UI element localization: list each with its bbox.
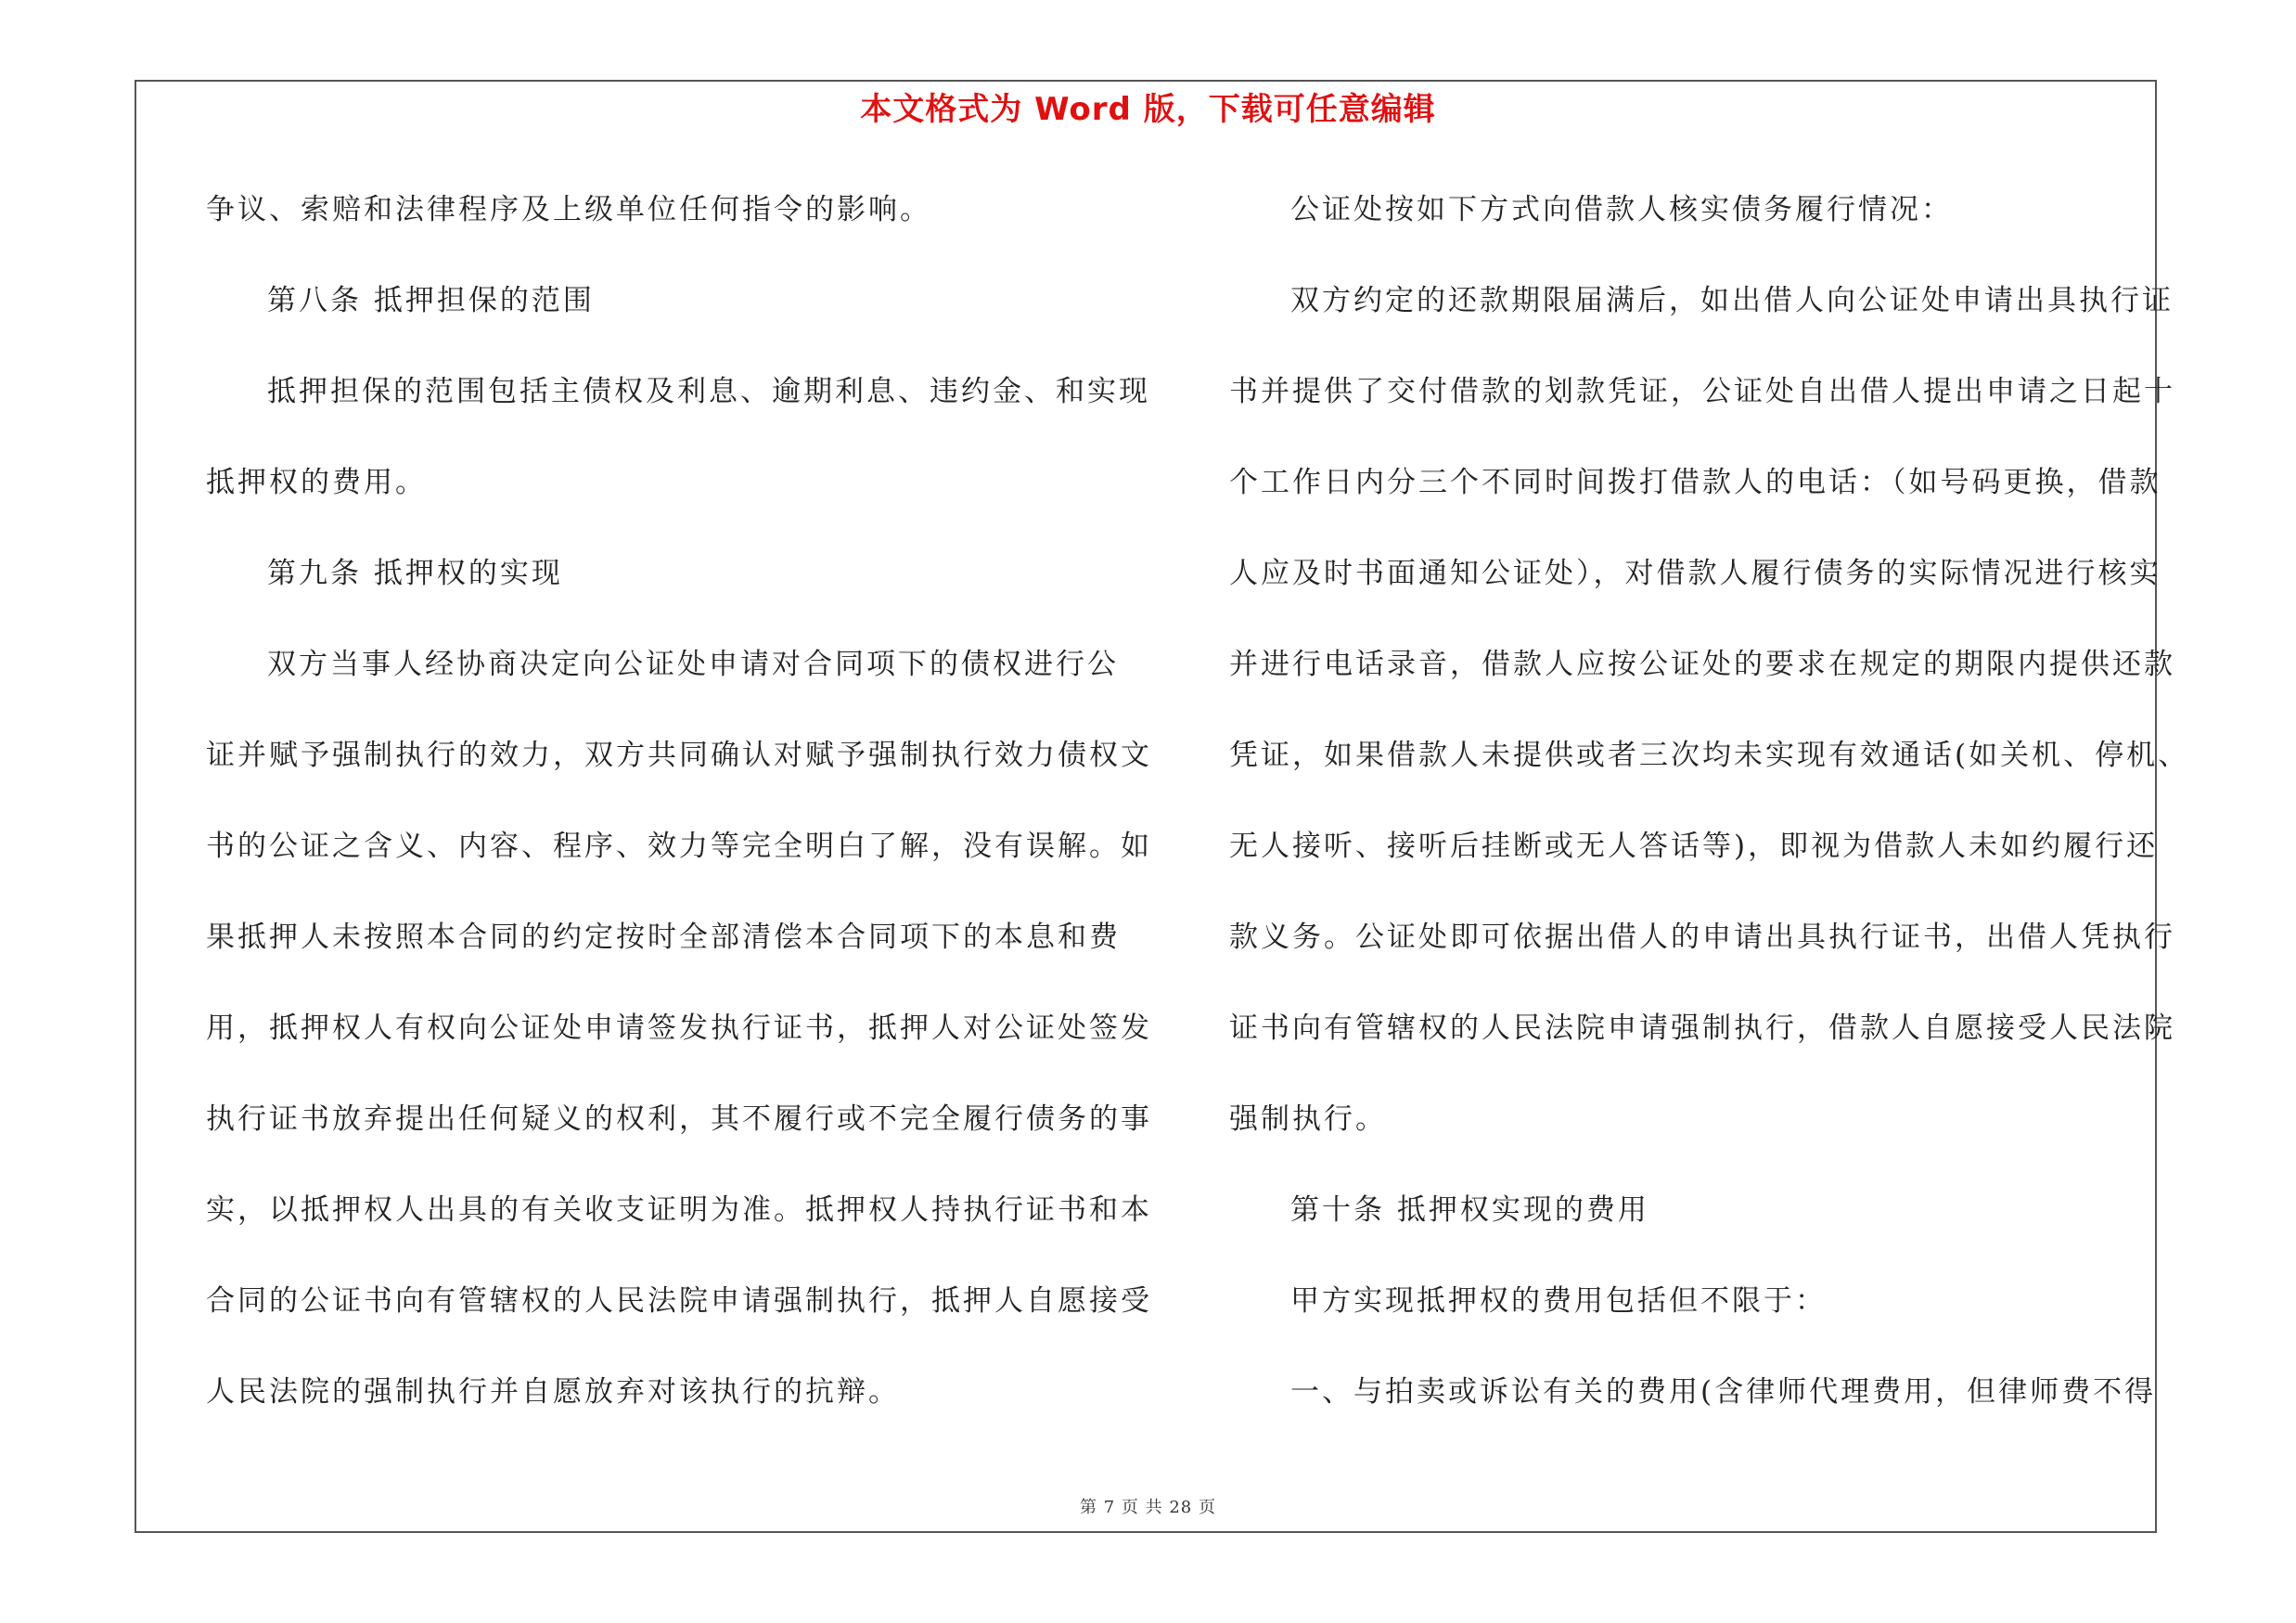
text-line: 第十条 抵押权实现的费用: [1290, 1193, 1649, 1227]
text-line: 合同的公证书向有管辖权的人民法院申请强制执行，抵押人自愿接受: [206, 1284, 1152, 1318]
text-line: 人民法院的强制执行并自愿放弃对该执行的抗辩。: [206, 1375, 900, 1409]
text-line: 并进行电话录音，借款人应按公证处的要求在规定的期限内提供还款: [1229, 648, 2175, 681]
text-line: 甲方实现抵押权的费用包括但不限于：: [1290, 1284, 1827, 1318]
text-line: 果抵押人未按照本合同的约定按时全部清偿本合同项下的本息和费: [206, 921, 1121, 954]
text-line: 强制执行。: [1229, 1102, 1387, 1136]
text-line: 双方当事人经协商决定向公证处申请对合同项下的债权进行公: [267, 648, 1119, 681]
text-line: 抵押担保的范围包括主债权及利息、逾期利息、违约金、和实现: [267, 375, 1150, 408]
left-column: [206, 182, 1152, 1455]
text-line: 实，以抵押权人出具的有关收支证明为准。抵押权人持执行证书和本: [206, 1193, 1152, 1227]
text-line: 证书向有管辖权的人民法院申请强制执行，借款人自愿接受人民法院: [1229, 1011, 2175, 1045]
page-number-footer: 第 7 页 共 28 页: [1080, 1498, 1216, 1517]
text-line: 第八条 抵押担保的范围: [267, 284, 595, 317]
right-column: [1229, 182, 2190, 1455]
text-line: 执行证书放弃提出任何疑义的权利，其不履行或不完全履行债务的事: [206, 1102, 1152, 1136]
text-line: 抵押权的费用。: [206, 466, 427, 499]
text-line: 款义务。公证处即可依据出借人的申请出具执行证书，出借人凭执行: [1229, 921, 2175, 954]
text-line: 第九条 抵押权的实现: [267, 557, 563, 590]
text-line: 一、与拍卖或诉讼有关的费用(含律师代理费用，但律师费不得: [1290, 1375, 2157, 1409]
text-line: 个工作日内分三个不同时间拨打借款人的电话：（如号码更换，借款: [1229, 466, 2161, 499]
format-banner: 本文格式为 Word 版，下载可任意编辑: [860, 91, 1436, 128]
text-line: 争议、索赔和法律程序及上级单位任何指令的影响。: [206, 193, 931, 226]
text-line: 用，抵押权人有权向公证处申请签发执行证书，抵押人对公证处签发: [206, 1011, 1152, 1045]
text-line: 无人接听、接听后挂断或无人答话等)，即视为借款人未如约履行还: [1229, 830, 2159, 863]
text-line: 书并提供了交付借款的划款凭证，公证处自出借人提出申请之日起十: [1229, 375, 2175, 408]
text-line: 书的公证之含义、内容、程序、效力等完全明白了解，没有误解。如: [206, 830, 1152, 863]
text-line: 双方约定的还款期限届满后，如出借人向公证处申请出具执行证: [1290, 284, 2174, 317]
text-line: 人应及时书面通知公证处），对借款人履行债务的实际情况进行核实: [1229, 557, 2161, 590]
text-line: 公证处按如下方式向借款人核实债务履行情况：: [1290, 193, 1953, 226]
text-line: 证并赋予强制执行的效力，双方共同确认对赋予强制执行效力债权文: [206, 739, 1152, 772]
text-line: 凭证，如果借款人未提供或者三次均未实现有效通话(如关机、停机、: [1229, 739, 2190, 772]
